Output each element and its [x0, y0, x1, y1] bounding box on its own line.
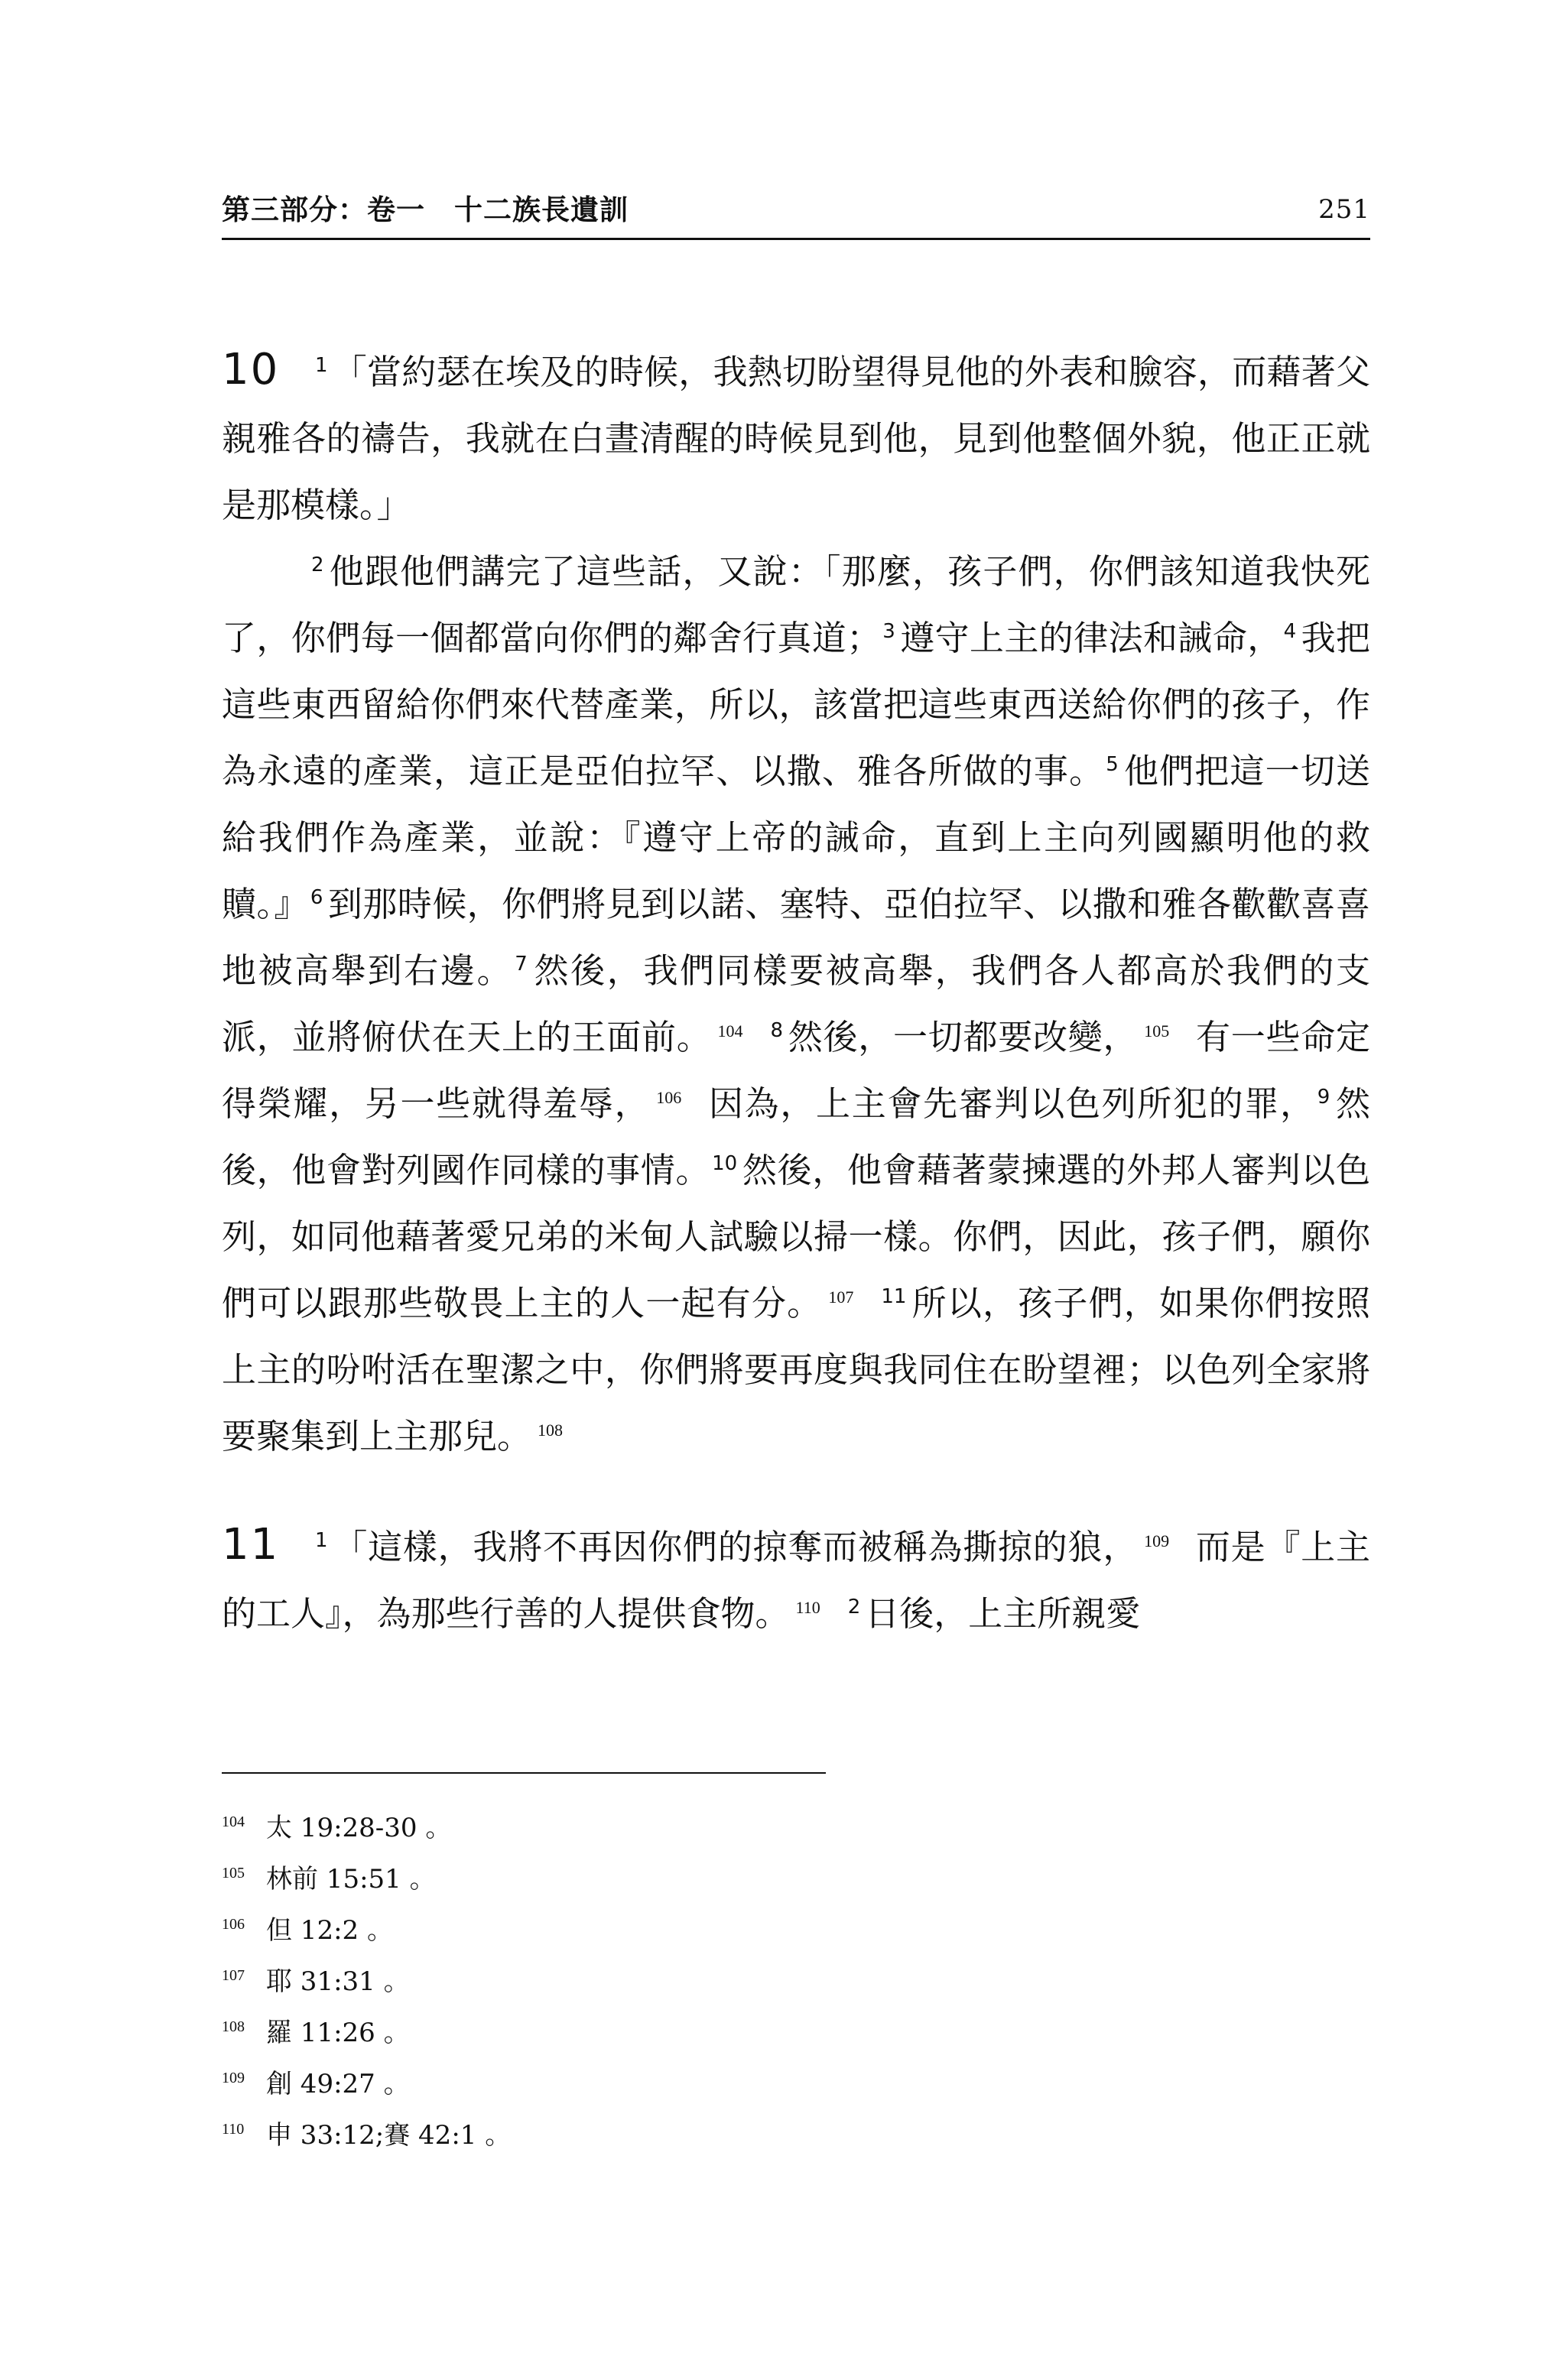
footnote-ref: 104 [717, 1021, 743, 1041]
verse-text: 「當約瑟在埃及的時候，我熱切盼望得見他的外表和臉容，而藉著父親雅各的禱告，我就在白晝清醒的時候見到他，見到他整個外貌，他正正就是那模樣。」 [222, 352, 1370, 525]
verse-number: 2 [311, 554, 324, 576]
verse-number: 11 [881, 1285, 907, 1308]
header-rule [222, 238, 1370, 240]
footnote-number: 110 [222, 2121, 245, 2138]
footnote-text: 申 33:12;賽 42:1 。 [266, 2120, 512, 2151]
footnote-text: 創 49:27 。 [266, 2069, 410, 2099]
footnote-text: 林前 15:51 。 [266, 1864, 436, 1895]
main-text [222, 336, 1370, 1647]
footnote-number: 107 [222, 1967, 245, 1984]
verse-text: 「這樣，我將不再因你們的掠奪而被稱為撕掠的狼， [332, 1527, 1139, 1567]
footnote-ref: 105 [1144, 1021, 1170, 1041]
chapter-number: 11 [222, 1520, 280, 1570]
verse-number: 7 [515, 953, 528, 976]
chapter-gap [222, 1469, 1370, 1511]
footnote-text: 耶 31:31 。 [266, 1966, 410, 1997]
footnote-number: 108 [222, 2018, 245, 2035]
footnote-item [222, 2008, 986, 2059]
footnote-rule [222, 1772, 826, 1774]
footnote-number: 105 [222, 1865, 245, 1882]
verse-number: 1 [315, 354, 328, 377]
running-head-title: 第三部分：卷一 十二族長遺訓 [222, 193, 629, 226]
verse-text: 他們把這一切送給我們作為產業，並說：『遵守上帝的誡命，直到上主向列國顯明他的救贖。』 [222, 751, 1370, 924]
footnote-text: 羅 11:26 。 [266, 2018, 410, 2048]
footnote-number: 106 [222, 1916, 245, 1933]
footnote-ref: 107 [828, 1287, 854, 1307]
footnote-item [222, 2059, 986, 2110]
footnote-item [222, 1956, 986, 2008]
verse-number: 1 [315, 1529, 328, 1552]
verse-text: 有一些命定得榮耀，另一些就得羞辱， [222, 1017, 1370, 1124]
footnote-ref: 106 [656, 1088, 682, 1107]
footnote-item [222, 1854, 986, 1905]
footnote-ref: 108 [538, 1421, 564, 1440]
footnote-item [222, 2110, 986, 2161]
verse-number: 10 [712, 1152, 738, 1175]
chapter-number: 10 [222, 345, 280, 395]
footnote-ref: 109 [1144, 1531, 1170, 1550]
verse-text: 遵守上主的律法和誡命， [899, 618, 1282, 658]
footnote-number: 104 [222, 1813, 245, 1830]
verse-number: 2 [847, 1596, 861, 1619]
verse-number: 5 [1106, 753, 1119, 776]
verse-text: 所以，孩子們，如果你們按照上主的吩咐活在聖潔之中，你們將要再度與我同住在盼望裡；以色列全家將要聚集到上主那兒。 [222, 1283, 1370, 1456]
verse-text: 然後，我們同樣要被高舉，我們各人都高於我們的支派，並將俯伏在天上的王面前。 [222, 950, 1370, 1057]
verse-number: 8 [770, 1019, 784, 1042]
running-header [222, 177, 1370, 240]
verse-text: 然後，一切都要改變， [788, 1017, 1139, 1057]
footnote-item [222, 1905, 986, 1956]
verse-number: 3 [882, 620, 895, 643]
verse-text: 到那時候，你們將見到以諾、塞特、亞伯拉罕、以撒和雅各歡歡喜喜地被高舉到右邊。 [222, 884, 1370, 991]
page-number: 251 [1318, 194, 1370, 225]
footnotes [222, 1803, 986, 2161]
verse-number: 4 [1283, 620, 1297, 643]
verse-text: 然後，他會對列國作同樣的事情。 [222, 1083, 1370, 1190]
verse-text: 然後，他會藉著蒙揀選的外邦人審判以色列，如同他藉著愛兄弟的米甸人試驗以掃一樣。你們，因此，孩子們，願你們可以跟那些敬畏上主的人一起有分。 [222, 1150, 1370, 1323]
footnote-text: 但 12:2 。 [266, 1915, 393, 1946]
verse-text: 他跟他們講完了這些話，又說：「那麼，孩子們，你們該知道我快死了，你們每一個都當向你們的鄰舍行真道； [222, 551, 1370, 658]
footnote-text: 太 19:28-30 。 [266, 1813, 452, 1843]
chapter-11-paragraph-1 [222, 1511, 1370, 1647]
verse-text: 日後，上主所親愛 [865, 1593, 1141, 1634]
footnote-number: 109 [222, 2070, 245, 2086]
chapter-10-paragraph-2 [222, 538, 1370, 1469]
footnote-item [222, 1803, 986, 1854]
chapter-10-paragraph-1 [222, 336, 1370, 538]
verse-text: 因為，上主會先審判以色列所犯的罪， [707, 1083, 1316, 1124]
footnote-ref: 110 [795, 1598, 820, 1617]
verse-text: 而是『上主的工人』，為那些行善的人提供食物。 [222, 1527, 1370, 1634]
verse-number: 9 [1317, 1086, 1330, 1109]
verse-text: 我把這些東西留給你們來代替產業，所以，該當把這些東西送給你們的孩子，作為永遠的產業，這正是亞伯拉罕、以撒、雅各所做的事。 [222, 618, 1370, 791]
verse-number: 6 [310, 886, 323, 909]
